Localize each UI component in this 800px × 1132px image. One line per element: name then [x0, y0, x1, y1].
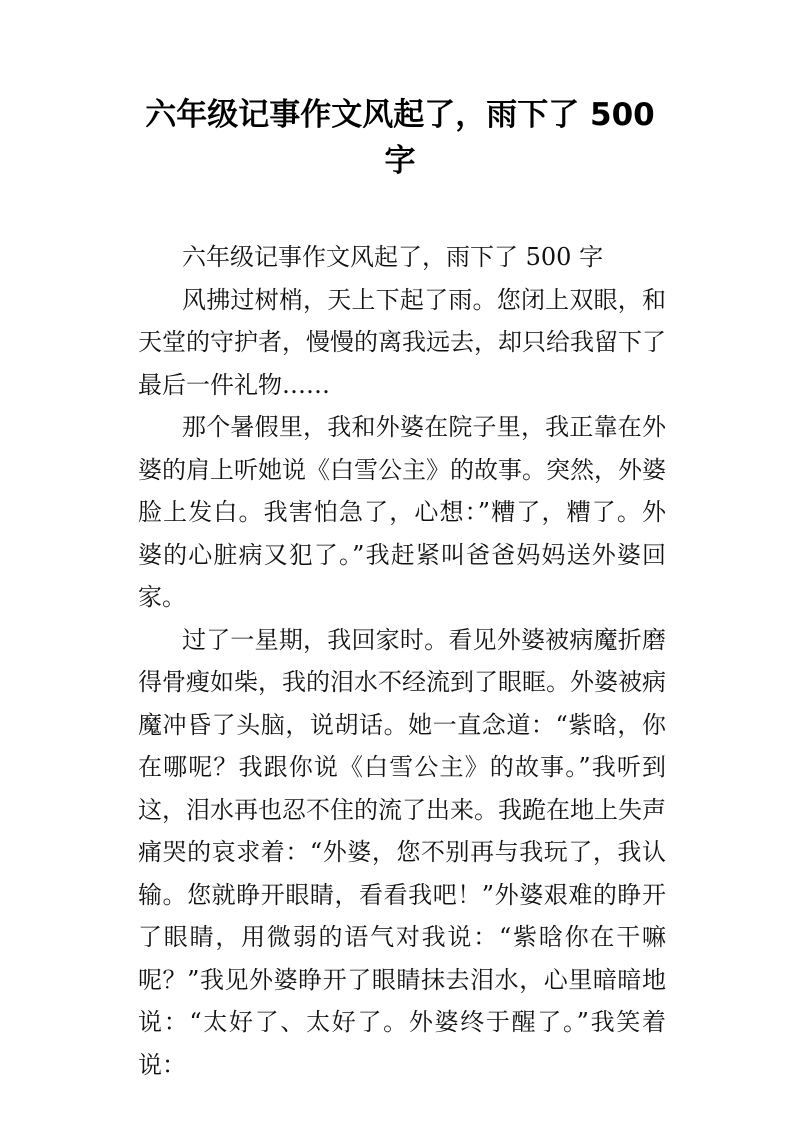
- document-title: 六年级记事作文风起了，雨下了 500 字: [145, 97, 655, 179]
- paragraph-heading: 六年级记事作文风起了，雨下了 500 字: [182, 243, 604, 271]
- paragraph-1: 风拂过树梢，天上下起了雨。您闭上双眼，和天堂的守护者，慢慢的离我远去，却只给我留下了最后一件礼物……: [138, 285, 666, 399]
- article-body: [138, 236, 666, 1086]
- paragraph-3: 过了一星期，我回家时。看见外婆被病魔折磨得骨瘦如柴，我的泪水不经流到了眼眶。外婆被病魔冲昏了头脑，说胡话。她一直念道：“紫晗，你在哪呢？我跟你说《白雪公主》的故事。”我听到这，泪水再也忍不住的流了出来。我跪在地上失声痛哭的哀求着：“外婆，您不别再与我玩了，我认输。您就睁开眼睛，看看我吧！”外婆艰难的睁开了眼睛，用微弱的语气对我说：“紫晗你在干嘛呢？”我见外婆睁开了眼睛抹去泪水，心里暗暗地说：“太好了、太好了。外婆终于醒了。”我笑着说：: [138, 625, 666, 1079]
- paragraph-2: 那个暑假里，我和外婆在院子里，我正靠在外婆的肩上听她说《白雪公主》的故事。突然，外婆脸上发白。我害怕急了，心想：”糟了，糟了。外婆的心脏病又犯了。”我赶紧叫爸爸妈妈送外婆回家。: [138, 413, 666, 611]
